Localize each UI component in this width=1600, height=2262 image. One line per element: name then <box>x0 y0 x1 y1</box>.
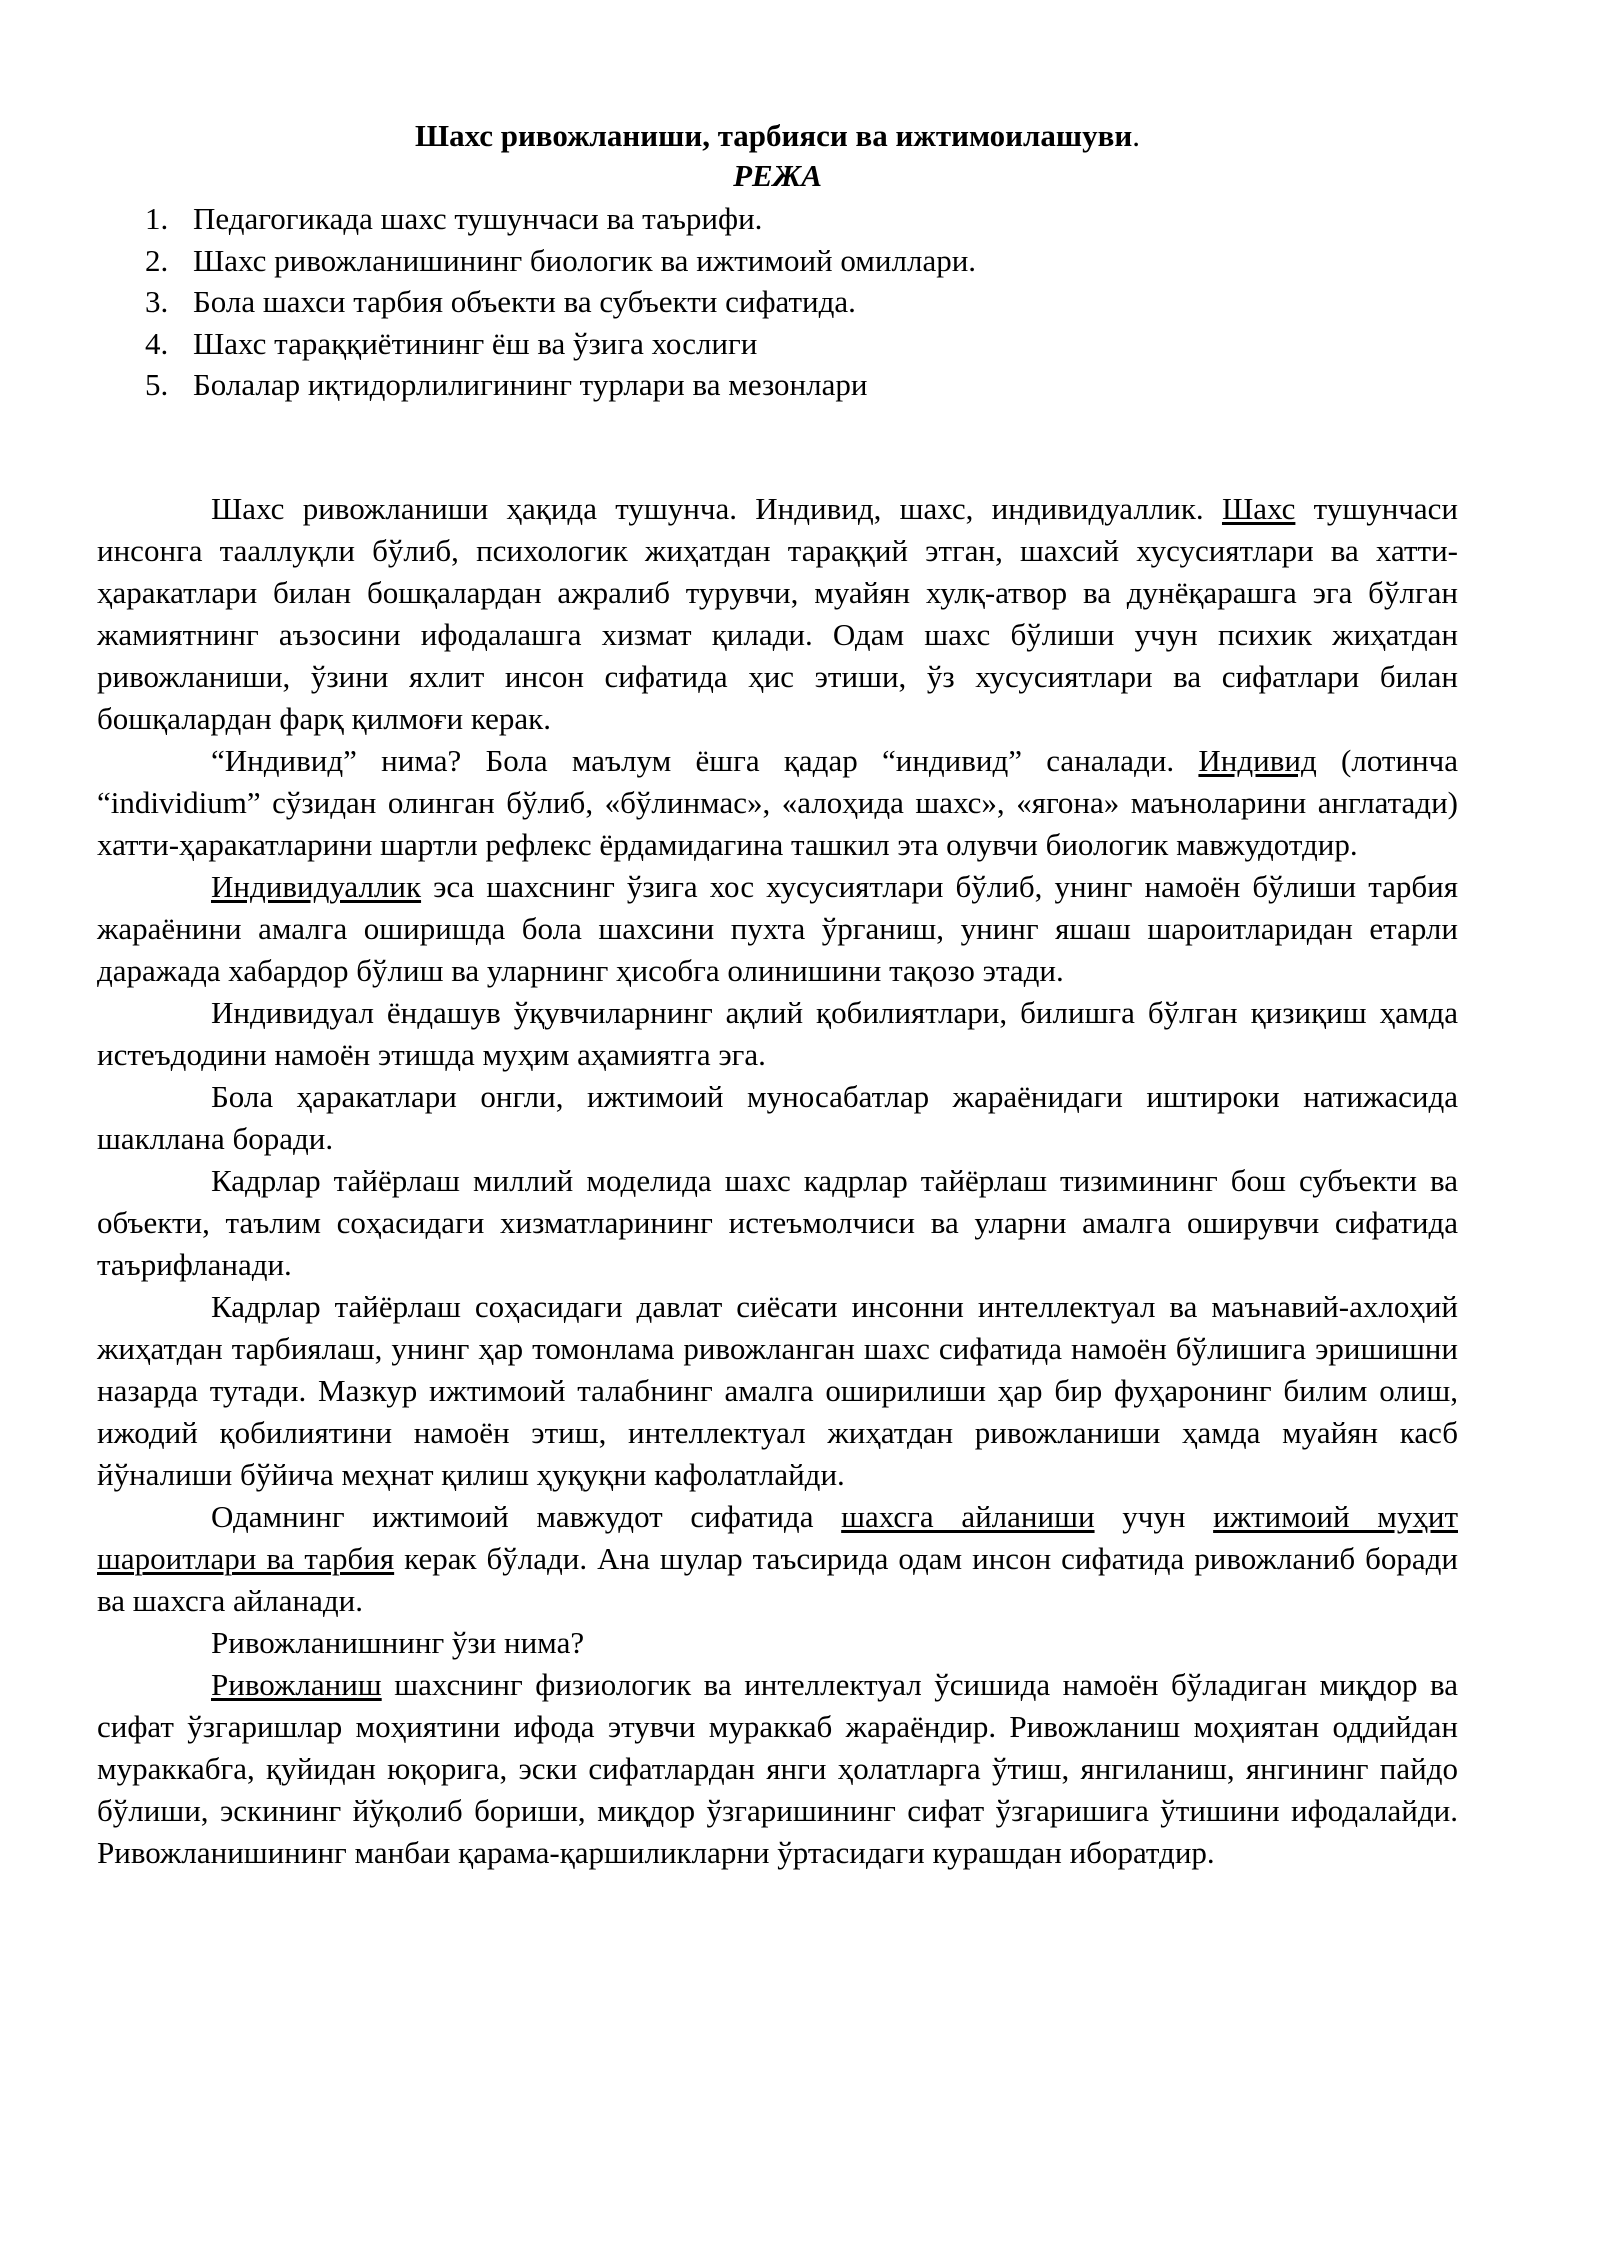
paragraph-text: учун <box>1094 1498 1214 1534</box>
underlined-term: шахсга айланиши <box>841 1498 1095 1534</box>
plan-item-number: 3. <box>145 284 169 319</box>
paragraph-individual <box>97 740 1458 866</box>
document-title-dot: . <box>1132 118 1140 153</box>
underlined-term: ижтимоий муҳит шароитлари ва тарбия <box>97 1498 1458 1576</box>
paragraph-child-actions: Бола ҳаракатлари онгли, ижтимоий муносабатлар жараёнидаги иштироки натижасида шакллана боради. <box>97 1078 1458 1156</box>
paragraph-personality-concept <box>97 488 1458 740</box>
paragraph-text: керак бўлади. Ана шулар таъсирида одам инсон сифатида ривожланиб боради ва шахсга айланади. <box>97 1540 1458 1618</box>
plan-item-text: Шахс тараққиётининг ёш ва ўзига хослиги <box>193 325 758 361</box>
plan-item-text: Бола шахси тарбия объекти ва субъекти сифатида. <box>193 284 856 319</box>
plan-item-number: 5. <box>145 367 169 402</box>
underlined-term: Шахс <box>1221 490 1296 526</box>
underlined-term: Ривожланиш <box>211 1666 382 1702</box>
plan-heading: РЕЖА <box>733 158 822 193</box>
plan-item <box>145 281 1458 323</box>
document-body <box>97 488 1458 1874</box>
paragraph-text: Одамнинг ижтимоий мавжудот сифатида <box>211 1498 842 1534</box>
plan-item <box>145 323 1458 365</box>
plan-item-number: 1. <box>145 201 169 236</box>
plan-item <box>145 240 1458 282</box>
plan-item <box>145 198 1458 240</box>
plan-item-text: Болалар иқтидорлилигининг турлари ва мезонлари <box>193 367 868 402</box>
underlined-term: Индивидуаллик <box>211 868 422 904</box>
paragraph-text: “Индивид” нима? Бола маълум ёшга қадар “индивид” саналади. <box>211 742 1199 778</box>
paragraph-state-policy: Кадрлар тайёрлаш соҳасидаги давлат сиёсати инсонни интеллектуал ва маънавий-ахлоҳий жиҳатдан тарбиялаш, унинг ҳар томонлама ривожланган шахс сифатида намоён бўлишига эришишни назарда тутади. Мазкур ижтимоий талабнинг амалга оширилиши ҳар бир фуҳаронинг билим олиш, ижодий қобилиятини намоён этиш, интеллектуал жиҳатдан ривожланиши ҳамда муайян касб йўналиши бўйича меҳнат қилиш ҳуқуқни кафолатлайди. <box>97 1288 1458 1492</box>
paragraph-individual-approach: Индивидуал ёндашув ўқувчиларнинг ақлий қобилиятлари, билишга бўлган қизиқиш ҳамда истеъдодини намоён этишда муҳим аҳамиятга эга. <box>97 994 1458 1072</box>
paragraph-individuality <box>97 866 1458 992</box>
plan-item-number: 2. <box>145 242 169 278</box>
paragraph-question: Ривожланишнинг ўзи нима? <box>211 1624 585 1660</box>
paragraph-text: тушунчаси инсонга тааллуқли бўлиб, психологик жиҳатдан тараққий этган, шахсий хусусиятлари ва хатти-ҳаракатлари билан бошқалардан ажралиб турувчи, муайян хулқ-атвор ва дунёқарашга эга бўлган жамиятнинг аъзосини ифодалашга хизмат қилади. Одам шахс бўлиши учун психик жиҳатдан ривожланиши, ўзини яхлит инсон сифатида ҳис этиши, ўз хусусиятлари ва сифатлари билан бошқалардан фарқ қилмоғи керак. <box>97 490 1458 736</box>
document-title <box>97 116 1458 156</box>
underlined-term: Индивид <box>1198 742 1317 778</box>
paragraph-development <box>97 1664 1458 1874</box>
paragraph-text: Шахс ривожланиши ҳақида тушунча. Индивид, шахс, индивидуаллик. <box>211 490 1222 526</box>
document-title-text: Шахс ривожланиши, тарбияси ва ижтимоилашуви <box>415 118 1133 153</box>
paragraph-text: эса шахснинг ўзига хос хусусиятлари бўлиб, унинг намоён бўлиши тарбия жараёнини амалга оширишда бола шахсини пухта ўрганиш, унинг яшаш шароитларидан етарли даражада хабардор бўлиш ва уларнинг ҳисобга олинишини тақозо этади. <box>97 868 1458 988</box>
plan-item <box>145 364 1458 406</box>
plan-item-number: 4. <box>145 325 169 361</box>
paragraph-text: (лотинча “individium” сўзидан олинган бўлиб, «бўлинмас», «алоҳида шахс», «ягона» маъноларини англатади) хатти-ҳаракатларини шартли рефлекс ёрдамидагина ташкил эта олувчи биологик мавжудотдир. <box>97 742 1458 862</box>
plan-item-text: Шахс ривожланишининг биологик ва ижтимоий омиллари. <box>193 242 977 278</box>
plan-item-text: Педагогикада шахс тушунчаси ва таърифи. <box>193 201 763 236</box>
plan-list <box>97 198 1458 406</box>
paragraph-social-being <box>97 1496 1458 1622</box>
paragraph-text: шахснинг физиологик ва интеллектуал ўсишида намоён бўладиган миқдор ва сифат ўзгаришлар моҳиятини ифода этувчи мураккаб жараёндир. Ривожланиш моҳиятан оддийдан мураккабга, қуйидан юқорига, эски сифатлардан янги ҳолатларга ўтиш, янгиланиш, янгининг пайдо бўлиши, эскининг йўқолиб бориши, миқдор ўзгаришининг сифат ўзгаришига ўтишини ифодалайди. Ривожланишининг манбаи қарама-қаршиликларни ўртасидаги курашдан иборатдир. <box>97 1666 1458 1870</box>
paragraph-national-model: Кадрлар тайёрлаш миллий моделида шахс кадрлар тайёрлаш тизимининг бош субъекти ва объекти, таълим соҳасидаги хизматларининг истеъмолчиси ва уларни амалга оширувчи сифатида таърифланади. <box>97 1162 1458 1282</box>
